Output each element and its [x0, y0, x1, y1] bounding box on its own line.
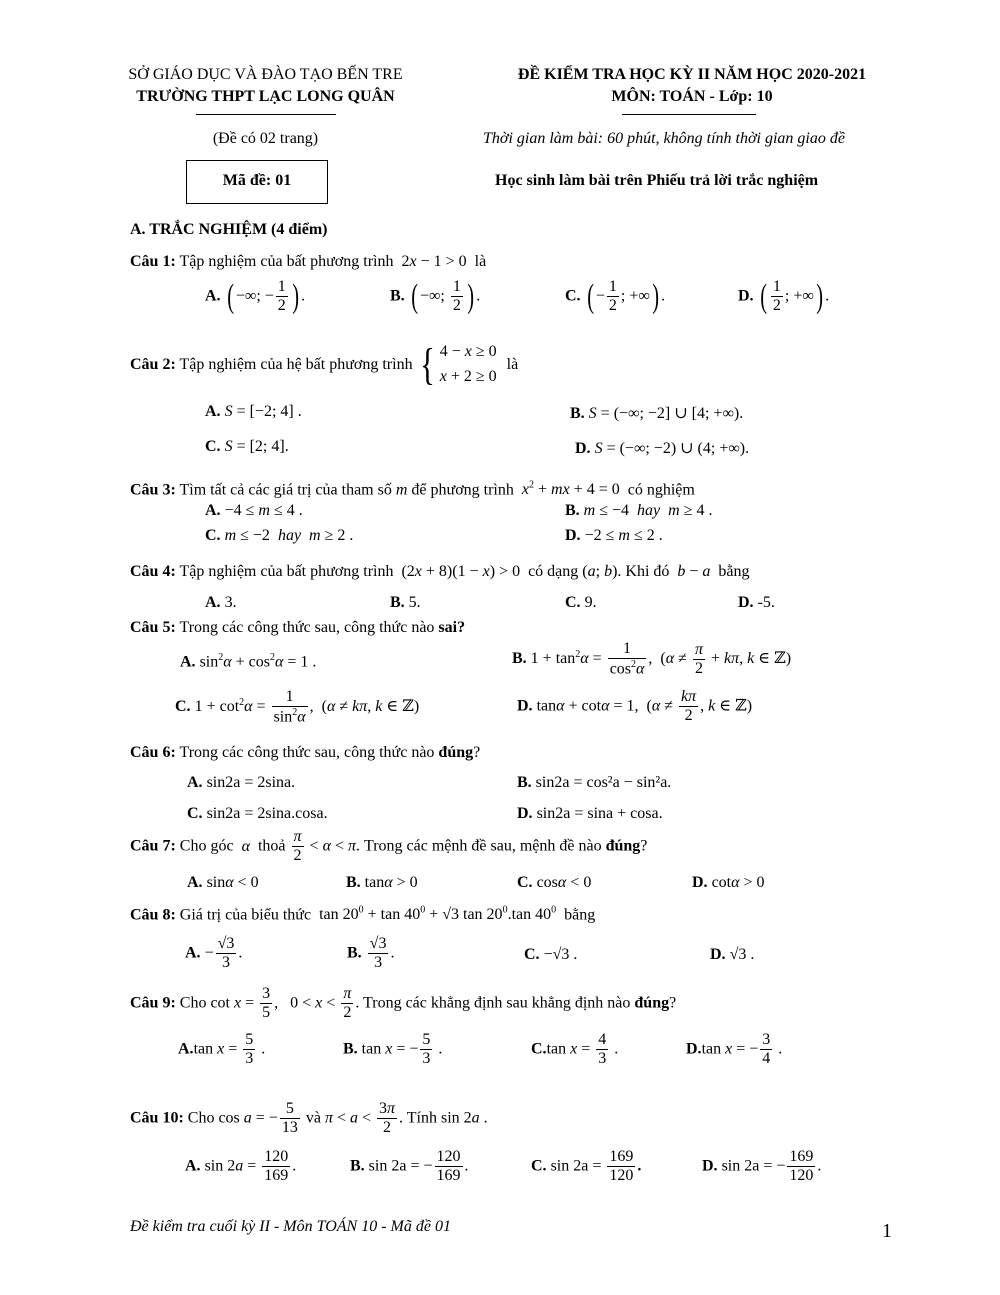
question-text-after: có nghiệm [627, 481, 695, 499]
q2-option-a: A. S = [−2; 4] . [205, 403, 302, 420]
question-text-after: ? [640, 837, 648, 855]
option-label: C. [205, 438, 221, 455]
q3-option-c: C. m ≤ −2 hay m ≥ 2 . [205, 527, 354, 544]
q1-option-a: A. ( −∞; − $\frac{1}{2}$ ) . [205, 277, 306, 315]
question-text-3: . Tính [399, 1109, 437, 1127]
question-text-after: ? [473, 744, 481, 761]
q9-option-c: C.tan x = $\frac{4}{3}$ . [531, 1031, 619, 1068]
q1-option-b: B. ( −∞; $\frac{1}{2}$ ) . [390, 277, 481, 315]
q2-option-d: D. S = (−∞; −2) ∪ (4; +∞). [575, 440, 750, 457]
q8-option-b: B. $\frac{√3}{3}$ . [347, 935, 395, 972]
header-underline-left [196, 114, 336, 115]
question-text-2: để phương trình [411, 481, 514, 499]
q5-option-a: A. $\sin^2\alpha + \cos^2\alpha = 1$ . [180, 652, 317, 671]
question-text-after: là [474, 253, 487, 270]
option-text: sin2a = 2sina. [206, 774, 296, 791]
option-label: C. [565, 287, 581, 305]
option-label: D. [517, 805, 533, 822]
q4-option-a [205, 594, 237, 612]
question-text-3: . Khi đó [617, 563, 670, 580]
question-label: Câu 5: [130, 619, 176, 636]
question-3: Câu 3: Tìm tất cả các giá trị của tham số m để phương trình $x^2$ + mx + 4 = 0 có nghiệm [130, 480, 695, 499]
question-label: Câu 1: [130, 253, 176, 270]
option-label: A. [187, 774, 203, 791]
option-text: -5. [757, 594, 775, 611]
question-label: Câu 7: [130, 837, 176, 855]
q6-option-b [517, 774, 671, 792]
subject-line: MÔN: TOÁN - Lớp: 10 [611, 88, 773, 105]
question-6 [130, 744, 480, 762]
option-label: A. [205, 594, 221, 611]
option-label: B. [565, 502, 580, 519]
question-label: Câu 2: [130, 355, 176, 373]
question-text-3: . Trong các mệnh đề sau, mệnh đề nào [356, 837, 602, 855]
option-label: D. [565, 527, 581, 544]
q8-option-c: C. −√3 . [524, 946, 578, 963]
exam-code-box [186, 160, 328, 204]
question-9: Câu 9: Cho cot x = $\frac{3}{5}$ , 0 < x < $\frac{\pi}{2}$ . Trong các khẳng định sau khẳng định nào đúng? [130, 985, 677, 1022]
exam-title: ĐỀ KIỂM TRA HỌC KỲ II NĂM HỌC 2020-2021 [517, 66, 867, 83]
question-text: Cho [179, 994, 207, 1012]
question-10: Câu 10: Cho cos a = − $\frac{5}{13}$ và π < a < $\frac{3\pi}{2}$ . Tính sin 2a . [130, 1100, 488, 1137]
question-1: Câu 1: Tập nghiệm của bất phương trình 2x − 1 > 0 là [130, 253, 487, 270]
option-label: D. [575, 440, 591, 457]
page-number: 1 [882, 1220, 892, 1242]
question-text: Tập nghiệm của hệ bất phương trình [179, 355, 413, 373]
question-label: Câu 4: [130, 563, 176, 580]
q5-option-b: B. $1 + \tan^2\alpha$ = $\frac{1}{\cos^2\alpha}$ , (α ≠ $\frac{\pi}{2}$ + kπ, k ∈ ℤ) [512, 640, 792, 678]
question-label: Câu 10: [130, 1109, 184, 1127]
question-text-after: là [506, 355, 519, 373]
q10-option-c: C. sin 2a = $\frac{169}{120}$ . [531, 1148, 642, 1185]
question-text: Giá trị của biểu thức [179, 906, 312, 924]
pages-note: (Đề có 02 trang) [212, 130, 319, 147]
q8-option-d: D. √3 . [710, 946, 755, 963]
option-label: D. [710, 946, 726, 963]
q10-option-a: A. sin 2a = $\frac{120}{169}$ . [185, 1148, 297, 1185]
question-7: Câu 7: Cho góc α thoả $\frac{\pi}{2}$ < α < π. Trong các mệnh đề sau, mệnh đề nào đúng? [130, 828, 648, 865]
question-text: Tập nghiệm của bất phương trình [179, 253, 394, 270]
option-label: C. [187, 805, 203, 822]
option-label: C. [175, 698, 191, 716]
option-text: sin2a = 2sina.cosa. [206, 805, 328, 822]
option-label: C. [531, 1040, 547, 1058]
q3-option-b: B. m ≤ −4 hay m ≥ 4 . [565, 502, 713, 519]
q7-option-c: C. cosα < 0 [517, 874, 592, 891]
question-text: Tập nghiệm của bất phương trình [179, 563, 394, 580]
option-label: C. [524, 946, 540, 963]
q3-option-a: A. −4 ≤ m ≤ 4 . [205, 502, 303, 519]
option-label: D. [686, 1040, 702, 1058]
instruction: Học sinh làm bài trên Phiếu trả lời trắc nghiệm [495, 172, 819, 189]
option-label: B. [346, 874, 361, 891]
question-label: Câu 8: [130, 906, 176, 924]
q9-option-a: A.tan x = $\frac{5}{3}$ . [178, 1031, 266, 1068]
q2-option-c: C. S = [2; 4]. [205, 438, 289, 455]
q9-option-b: B. tan x = − $\frac{5}{3}$ . [343, 1031, 443, 1068]
q10-option-b: B. sin 2a = − $\frac{120}{169}$ . [350, 1148, 469, 1185]
option-label: A. [187, 874, 203, 891]
q6-option-c [187, 805, 328, 823]
q6-option-d [517, 805, 663, 823]
option-text: 9. [584, 594, 597, 611]
question-emphasis: đúng [634, 994, 670, 1012]
time-note: Thời gian làm bài: 60 phút, không tính thời gian giao đề [483, 130, 845, 147]
question-text: Tìm tất cả các giá trị của tham số [179, 481, 392, 499]
q4-option-b [390, 594, 421, 612]
q5-option-c: C. $1 + \cot^2\alpha$ = $\frac{1}{\sin^2\alpha}$ , (α ≠ kπ, k ∈ ℤ) [175, 688, 420, 726]
question-emphasis: đúng [438, 744, 474, 761]
q7-option-a: A. sinα < 0 [187, 874, 259, 891]
option-label: D. [738, 594, 754, 611]
question-text: Trong các công thức sau, công thức nào [179, 619, 435, 636]
option-label: B. [517, 774, 532, 791]
option-label: C. [517, 874, 533, 891]
q4-option-c [565, 594, 597, 612]
q4-option-d [738, 594, 775, 612]
option-label: B. [350, 1157, 365, 1175]
option-text: 3. [224, 594, 237, 611]
question-label: Câu 6: [130, 744, 176, 761]
question-5 [130, 619, 465, 637]
q1-option-c: C. ( − $\frac{1}{2}$ ; +∞) . [565, 277, 666, 315]
question-text-after: bằng [564, 906, 596, 924]
option-text: 5. [408, 594, 421, 611]
option-label: B. [347, 944, 362, 962]
option-label: D. [702, 1157, 718, 1175]
question-text-2: và [305, 1109, 321, 1127]
exam-code: Mã đề: 01 [222, 172, 292, 189]
option-label: D. [738, 287, 754, 305]
option-label: C. [565, 594, 581, 611]
header-underline-right [622, 114, 756, 115]
option-label: C. [205, 527, 221, 544]
question-text: Trong các công thức sau, công thức nào [179, 744, 435, 761]
q10-option-d: D. sin 2a = − $\frac{169}{120}$ . [702, 1148, 822, 1185]
question-emphasis: đúng [605, 837, 641, 855]
school-name: TRƯỜNG THPT LẠC LONG QUÂN [136, 88, 395, 105]
option-label: C. [531, 1157, 547, 1175]
question-2: Câu 2: Tập nghiệm của hệ bất phương trình { 4 − x ≥ 0 x + 2 ≥ 0 là [130, 339, 519, 389]
option-label: D. [517, 697, 533, 715]
option-label: A. [180, 653, 196, 671]
option-text: sin2a = cos²a − sin²a. [535, 774, 672, 791]
option-text: sin2a = sina + cosa. [536, 805, 663, 822]
option-label: A. [205, 403, 221, 420]
question-text-after: bằng [718, 563, 750, 580]
question-label: Câu 9: [130, 994, 176, 1012]
q6-option-a [187, 774, 295, 792]
q9-option-d: D.tan x = − $\frac{3}{4}$ . [686, 1031, 783, 1068]
q8-option-a: A. − $\frac{√3}{3}$ . [185, 935, 243, 972]
question-emphasis: sai? [438, 619, 466, 636]
question-text-2: có dạng [528, 563, 579, 580]
question-text-after: ? [669, 994, 677, 1012]
option-label: B. [390, 287, 405, 305]
q2-option-b: B. S = (−∞; −2] ∪ [4; +∞). [570, 405, 744, 422]
question-8: Câu 8: Giá trị của biểu thức $\tan 20^0 + \tan 40^0 + √3$ $\tan 20^0.\tan$ $40^0$ bằng [130, 905, 596, 924]
question-4: Câu 4: Tập nghiệm của bất phương trình (2x + 8)(1 − x) > 0 có dạng (a; b). Khi đó b − a bằng [130, 563, 750, 580]
option-label: B. [512, 650, 527, 668]
option-label: B. [570, 405, 585, 422]
option-label: A. [205, 502, 221, 519]
option-label: A. [185, 944, 201, 962]
option-label: B. [390, 594, 405, 611]
option-label: A. [205, 287, 221, 305]
question-text: Cho góc [179, 837, 234, 855]
q1-option-d: D. ( $\frac{1}{2}$ ; +∞) . [738, 277, 830, 315]
question-text-2: thoả [257, 837, 286, 855]
footer-text: Đề kiểm tra cuối kỳ II - Môn TOÁN 10 - Mã đề 01 [130, 1218, 451, 1235]
q7-option-b: B. tanα > 0 [346, 874, 418, 891]
question-label: Câu 3: [130, 481, 176, 499]
q7-option-d: D. cotα > 0 [692, 874, 765, 891]
option-label: B. [343, 1040, 358, 1058]
q5-option-d: D. tanα + cotα = 1, (α ≠ $\frac{k\pi}{2}$ , k ∈ ℤ) [517, 688, 753, 725]
question-text-3: . Trong các khẳng định sau khẳng định nào [355, 994, 631, 1012]
department-name: SỞ GIÁO DỤC VÀ ĐÀO TẠO BẾN TRE [128, 66, 403, 83]
option-label: A. [185, 1157, 201, 1175]
option-label: A. [178, 1040, 194, 1058]
question-text: Cho [187, 1109, 215, 1127]
option-label: D. [692, 874, 708, 891]
q3-option-d: D. −2 ≤ m ≤ 2 . [565, 527, 663, 544]
section-title: A. TRẮC NGHIỆM (4 điểm) [130, 221, 328, 238]
